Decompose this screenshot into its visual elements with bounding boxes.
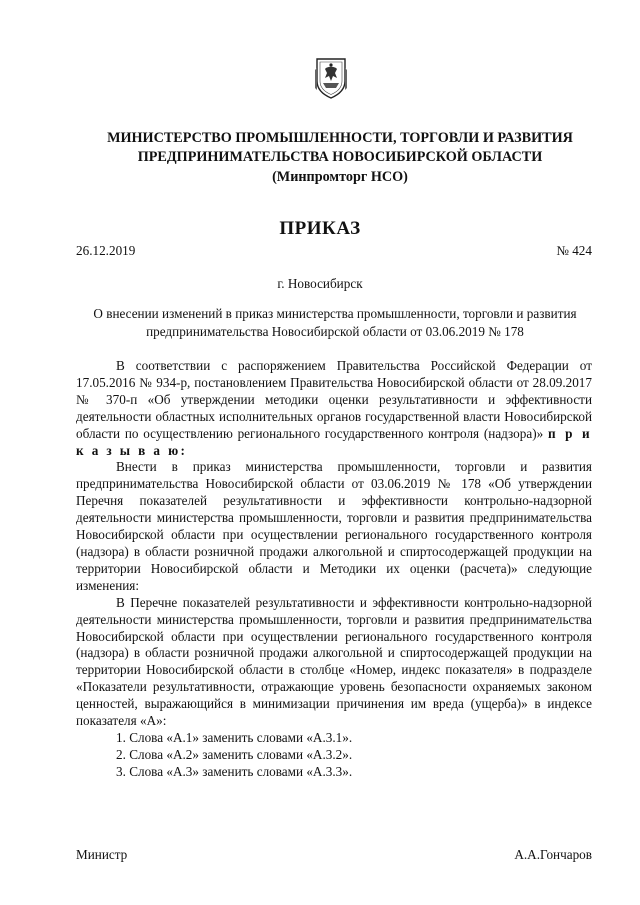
document-body [76, 358, 592, 781]
document-title: ПРИКАЗ [279, 218, 361, 239]
paragraph-basis-text: В соответствии с распоряжением Правительства Российской Федерации от 17.05.2016 № 934-р, постановлением Правительства Новосибирской области от 28.09.2017 № 370-п «Об утверждении методики оценки результативности и эффективности деятельности областных исполнительных органов государственной власти Новосибирской области по осуществлению регионального государственного контроля (надзора)» [76, 358, 592, 441]
document-subject: О внесении изменений в приказ министерства промышленности, торговли и развития предпринимательства Новосибирской области от 03.06.2019 № 178 [93, 306, 577, 339]
list-item: 3. Слова «А.3» заменить словами «А.3.3». [116, 763, 353, 779]
signatory-name: А.А.Гончаров [514, 847, 592, 862]
document-number: № 424 [556, 243, 592, 258]
ministry-short-name: (Минпромторг НСО) [272, 169, 408, 185]
paragraph-basis [76, 358, 592, 459]
paragraph-amendment: Внести в приказ министерства промышленности, торговли и развития предпринимательства Новосибирской области от 03.06.2019 № 178 «Об утверждении Перечня показателей результативности и эффективности контрольно-надзорной деятельности министерства промышленности, торговли и развития предпринимательства Новосибирской области при осуществлении регионального государственного контроля (надзора) в области розничной продажи алкогольной и спиртосодержащей продукции на территории Новосибирской области и Методики их оценки (расчета)» следующие изменения: [76, 459, 592, 593]
coat-of-arms-icon [312, 56, 350, 100]
order-keyword: п р и к а з ы в а ю: [76, 425, 593, 458]
document-date: 26.12.2019 [76, 243, 136, 258]
ministry-name-line2: ПРЕДПРИНИМАТЕЛЬСТВА НОВОСИБИРСКОЙ ОБЛАСТИ [137, 149, 543, 165]
paragraph-list-changes: В Перечне показателей результативности и эффективности контрольно-надзорной деятельности министерства промышленности, торговли и развития предпринимательства Новосибирской области при осуществлении регионального государственного контроля (надзора) в области розничной продажи алкогольной и спиртосодержащей продукции на территории Новосибирской области в столбце «Номер, индекс показателя» в подразделе «Показатели результативности, отражающие уровень безопасности охраняемых законом ценностей, выражающийся в минимизации причинения им вреда (ущерба)» в индексе показателя «А»: [76, 594, 592, 729]
ministry-name-line1: МИНИСТЕРСТВО ПРОМЫШЛЕННОСТИ, ТОРГОВЛИ И РАЗВИТИЯ [107, 130, 573, 146]
signatory-position: Министр [76, 847, 128, 862]
list-item: 1. Слова «А.1» заменить словами «А.3.1». [116, 729, 353, 745]
list-item: 2. Слова «А.2» заменить словами «А.3.2». [116, 746, 353, 762]
document-city: г. Новосибирск [277, 276, 363, 291]
